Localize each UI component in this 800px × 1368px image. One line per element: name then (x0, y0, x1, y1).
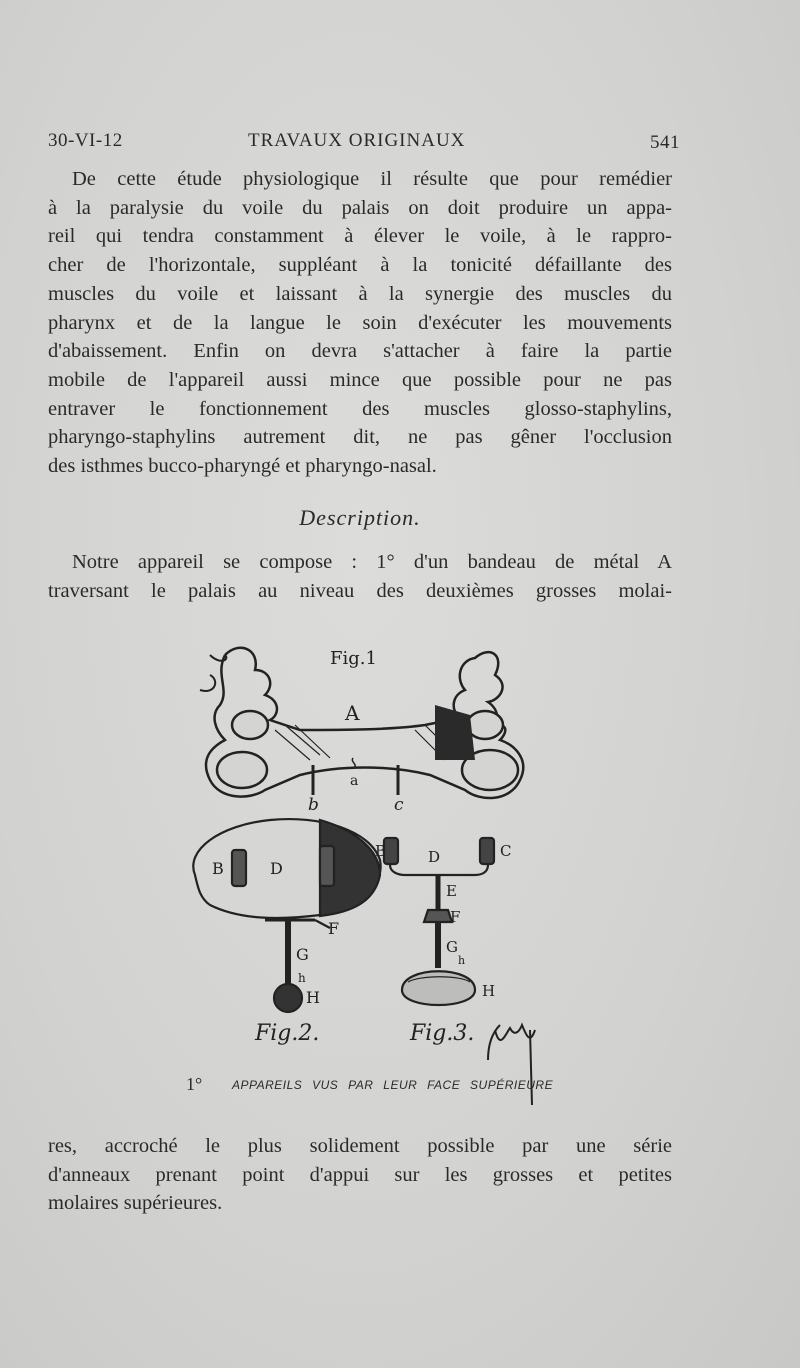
text-line: pharyngo-staphylins autrement dit, ne pas gêner l'occlusion (48, 426, 672, 449)
label-G-fig3: G (446, 938, 458, 956)
text-line: Notre appareil se compose : 1° d'un bandeau de métal A (72, 551, 672, 573)
appliance-drawing (170, 630, 560, 1110)
text-line: reil qui tendra constamment à élever le voile, à le rappro- (48, 225, 672, 248)
paragraph-continuation (48, 1132, 672, 1218)
label-h-fig3: h (458, 954, 466, 967)
label-F-fig3: F (450, 908, 461, 926)
label-b: b (308, 795, 319, 815)
label-H-fig3: H (482, 982, 496, 1000)
label-C-fig3: C (500, 842, 512, 860)
caption-number: 1° (186, 1074, 203, 1094)
label-G-fig2: G (296, 945, 309, 964)
text-line: De cette étude physiologique il résulte que pour remédier (72, 168, 672, 190)
artist-signature (488, 1025, 535, 1105)
text-line: entraver le fonctionnement des muscles glosso-staphylins, (48, 397, 672, 420)
text-line: traversant le palais au niveau des deuxièmes grosses molai- (48, 579, 672, 602)
text-line: d'anneaux prenant point d'appui sur les grosses et petites (48, 1163, 672, 1186)
text-line: d'abaissement. Enfin on devra s'attacher à faire la partie (48, 340, 672, 363)
text-line: pharynx et de la langue le soin d'exécuter les mouvements (48, 311, 672, 334)
label-D-fig3: D (428, 848, 441, 866)
running-head (48, 130, 680, 154)
figure-caption: APPAREILS VUS PAR LEUR FACE SUPÉRIEURE (232, 1078, 554, 1092)
label-D-fig2: D (270, 859, 283, 878)
text-line: à la paralysie du voile du palais on doit produire un appa- (48, 196, 672, 219)
text-line: molaires supérieures. (48, 1192, 223, 1215)
label-E-fig3: E (446, 882, 457, 900)
fig3-label: Fig.3. (410, 1021, 475, 1046)
paragraph-description (48, 548, 672, 605)
text-line: res, accroché le plus solidement possible par une série (48, 1135, 672, 1157)
header-date: 30-VI-12 (48, 130, 123, 151)
fig1-drawing (200, 648, 523, 798)
label-B-fig2: B (212, 859, 224, 878)
text-line: muscles du voile et laissant à la synergie des muscles du (48, 282, 672, 305)
label-a: a (350, 773, 359, 789)
label-c: c (394, 795, 404, 815)
label-h-fig2: h (298, 971, 306, 985)
text-line: des isthmes bucco-pharyngé et pharyngo-nasal. (48, 455, 437, 478)
label-F-fig2: F (328, 919, 340, 938)
fig2-drawing (193, 819, 380, 1012)
label-H-fig2: H (306, 988, 320, 1007)
section-heading: Description. (299, 505, 421, 530)
fig1-label: Fig.1 (330, 648, 377, 669)
label-B-fig3: B (375, 842, 387, 860)
header-section-title: TRAVAUX ORIGINAUX (248, 130, 466, 151)
page-number: 541 (650, 132, 680, 153)
text-line: mobile de l'appareil aussi mince que possible pour ne pas (48, 368, 672, 391)
fig2-label: Fig.2. (255, 1021, 320, 1046)
label-A: A (345, 701, 360, 725)
paragraph-physiology (48, 165, 672, 481)
text-line: cher de l'horizontale, suppléant à la tonicité défaillante des (48, 254, 672, 277)
appliance-illustration (170, 630, 560, 1110)
